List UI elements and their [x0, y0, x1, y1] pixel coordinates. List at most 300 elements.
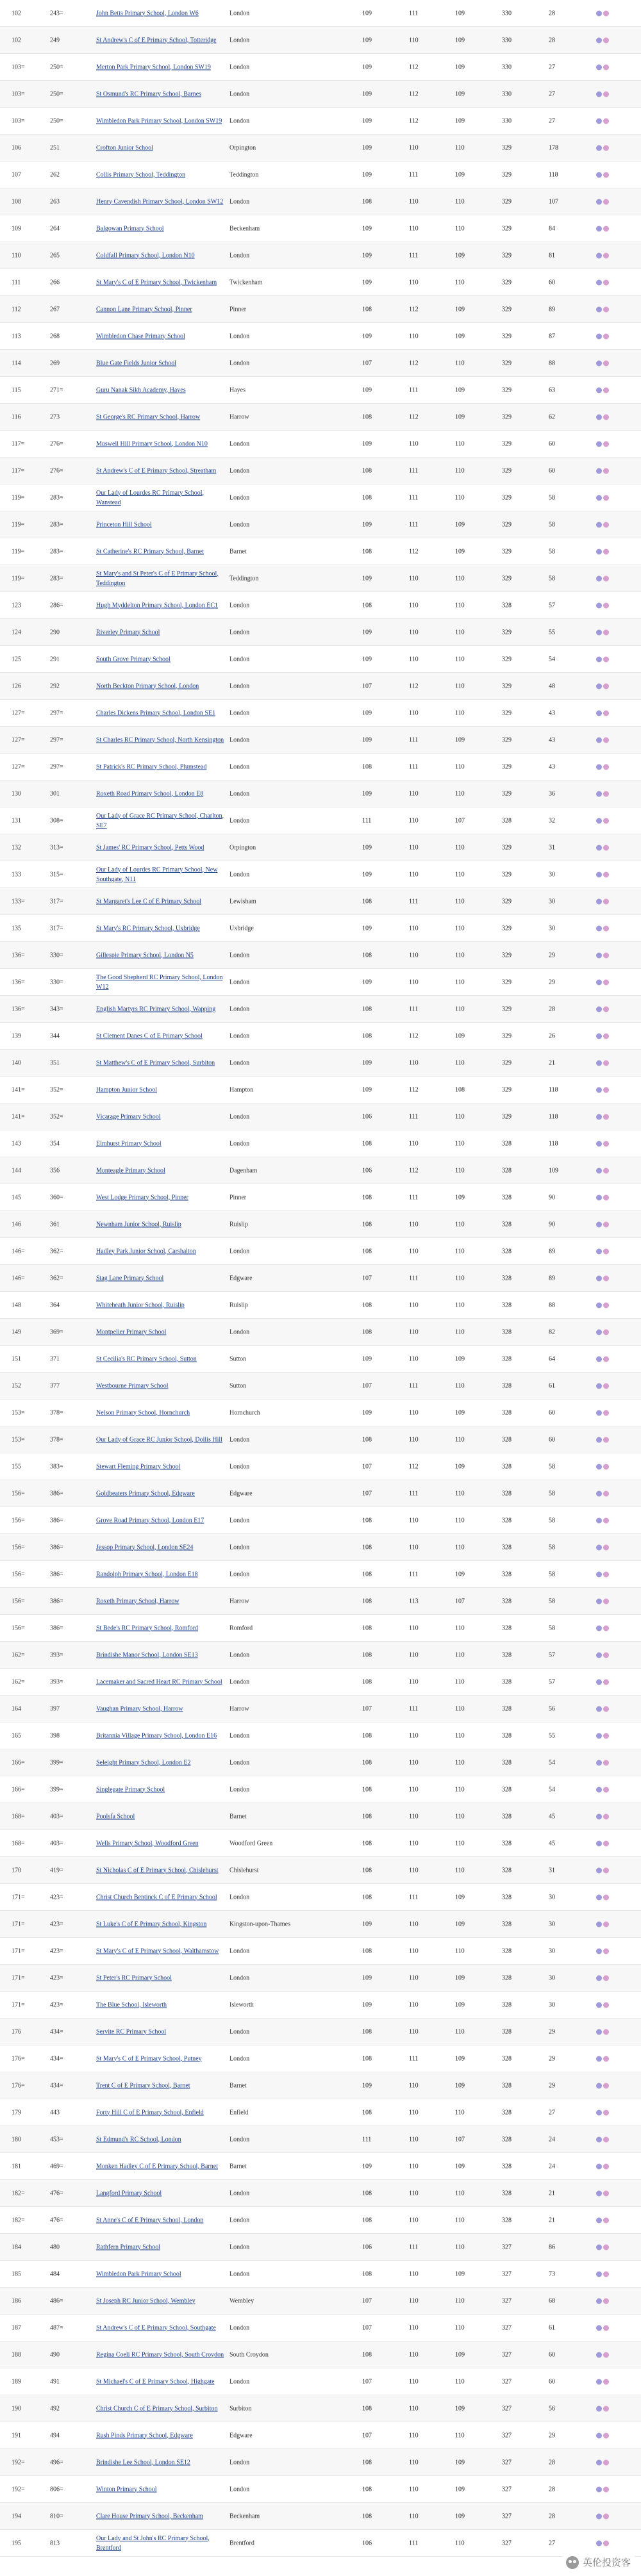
pupil-count-cell: 21	[549, 1059, 555, 1066]
school-link[interactable]: St Cecilia's RC Primary School, Sutton	[96, 1355, 197, 1362]
rating-dot-icon	[603, 1437, 609, 1442]
pupil-count-cell: 89	[549, 1248, 555, 1255]
school-link[interactable]: Elmhurst Primary School	[96, 1140, 162, 1147]
score-maths-cell: 109	[455, 117, 465, 124]
rating-dot-icon	[603, 1787, 609, 1792]
pupil-count-cell: 88	[549, 359, 555, 367]
school-link[interactable]: Gillespie Primary School, London N5	[96, 952, 194, 959]
score-reading-cell: 106	[362, 2243, 372, 2250]
rating-dot-icon	[603, 495, 609, 500]
score-grammar-cell: 112	[409, 63, 419, 70]
rating-dots	[596, 977, 610, 987]
school-link[interactable]: Wimbledon Chase Primary School	[96, 333, 185, 340]
school-link[interactable]: Nelson Primary School, Hornchurch	[96, 1409, 190, 1416]
school-cell	[96, 1704, 228, 1713]
rating-dots	[596, 1300, 610, 1310]
rank-cell: 117=	[12, 440, 25, 447]
pupil-count-cell: 48	[549, 682, 555, 689]
school-link[interactable]: Balgowan Primary School	[96, 225, 164, 232]
school-cell	[96, 1327, 228, 1337]
school-link[interactable]: Monken Hadley C of E Primary School, Barnet	[96, 2163, 218, 2170]
school-link[interactable]: Our Lady of Grace RC Primary School, Charlton, SE7	[96, 812, 224, 829]
rank-cell: 140	[12, 1059, 21, 1066]
area-cell: Barnet	[229, 2163, 247, 2170]
rank-cell: 176=	[12, 2082, 25, 2089]
school-link[interactable]: Seleight Primary School, London E2	[96, 1759, 191, 1766]
rating-dot-icon	[596, 1194, 602, 1200]
area-cell: London	[229, 817, 250, 824]
school-link[interactable]: St Catherine's RC Primary School, Barnet	[96, 548, 204, 555]
school-link[interactable]: Grove Road Primary School, London E17	[96, 1517, 204, 1524]
school-cell	[96, 1085, 228, 1094]
school-link[interactable]: Jessop Primary School, London SE24	[96, 1544, 194, 1551]
score-maths-cell: 110	[455, 2378, 465, 2385]
rating-dot-icon	[603, 2190, 609, 2196]
school-link[interactable]: St Mary's C of E Primary School, Putney	[96, 2055, 202, 2062]
score-maths-cell: 110	[455, 1651, 465, 1658]
pupil-count-cell: 58	[549, 1544, 555, 1551]
previous-rank-cell: 273	[50, 413, 60, 420]
school-link[interactable]: St Anne's C of E Primary School, London	[96, 2217, 204, 2224]
school-cell	[96, 950, 228, 960]
area-cell: Beckenham	[229, 225, 260, 232]
school-link[interactable]: Charles Dickens Primary School, London SE1	[96, 709, 216, 716]
previous-rank-cell: 423=	[50, 2001, 63, 2008]
rating-dot-icon	[603, 145, 609, 151]
school-link[interactable]: Vicarage Primary School	[96, 1113, 161, 1120]
school-link[interactable]: St George's RC Primary School, Harrow	[96, 413, 201, 420]
school-cell	[96, 1973, 228, 1983]
score-grammar-cell: 110	[409, 602, 419, 609]
school-link[interactable]: Riverley Primary School	[96, 629, 160, 636]
table-row	[0, 2395, 641, 2422]
school-link[interactable]: Wells Primary School, Woodford Green	[96, 1840, 199, 1847]
school-link[interactable]: Hugh Myddelton Primary School, London EC1	[96, 602, 218, 609]
pupil-count-cell: 118	[549, 1086, 558, 1093]
area-cell: Uxbridge	[229, 925, 254, 932]
area-cell: London	[229, 736, 250, 743]
previous-rank-cell: 810=	[50, 2513, 63, 2520]
rating-dots	[596, 2296, 610, 2306]
school-link[interactable]: Newnham Junior School, Ruislip	[96, 1221, 181, 1228]
school-link[interactable]: The Good Shepherd RC Primary School, London W12	[96, 973, 223, 991]
school-link[interactable]: Roxeth Road Primary School, London E8	[96, 790, 204, 797]
pupil-count-cell: 68	[549, 2297, 555, 2304]
school-cell	[96, 2188, 228, 2198]
rank-cell: 126	[12, 682, 21, 689]
total-score-cell: 328	[502, 1867, 512, 1874]
rating-dots	[596, 2027, 610, 2036]
score-maths-cell: 107	[455, 817, 465, 824]
school-link[interactable]: Our Lady and St John's RC Primary School, Brentford	[96, 2534, 210, 2552]
rating-dot-icon	[596, 1356, 602, 1362]
pupil-count-cell: 28	[549, 2459, 555, 2466]
pupil-count-cell: 30	[549, 2001, 555, 2008]
school-cell	[96, 2457, 228, 2467]
score-reading-cell: 106	[362, 2539, 372, 2547]
school-link[interactable]: Roxeth Primary School, Harrow	[96, 1598, 179, 1605]
score-maths-cell: 109	[455, 2082, 465, 2089]
school-link[interactable]: St Mary's C of E Primary School, Walthamstow	[96, 1947, 219, 1954]
school-link[interactable]: Christ Church Bentinck C of E Primary School	[96, 1894, 217, 1901]
school-link[interactable]: John Betts Primary School, London W6	[96, 10, 199, 17]
rating-dot-icon	[603, 1598, 609, 1604]
school-cell	[96, 1489, 228, 1498]
rating-dot-icon	[603, 791, 609, 797]
school-link[interactable]: Montpelier Primary School	[96, 1328, 167, 1335]
school-link[interactable]: Lacemaker and Sacred Heart RC Primary School	[96, 1678, 222, 1685]
pupil-count-cell: 118	[549, 1140, 558, 1147]
school-link[interactable]: St Bede's RC Primary School, Romford	[96, 1624, 199, 1631]
previous-rank-cell: 476=	[50, 2190, 63, 2197]
total-score-cell: 328	[502, 1490, 512, 1497]
score-grammar-cell: 110	[409, 1409, 419, 1416]
rating-dot-icon	[603, 549, 609, 554]
school-link[interactable]: St Nicholas C of E Primary School, Chislehurst	[96, 1867, 219, 1874]
rating-dot-icon	[603, 1652, 609, 1658]
school-link[interactable]: Muswell Hill Primary School, London N10	[96, 440, 208, 447]
school-link[interactable]: South Grove Primary School	[96, 656, 171, 663]
score-maths-cell: 110	[455, 2028, 465, 2035]
table-row	[0, 1319, 641, 1346]
score-grammar-cell: 112	[409, 548, 419, 555]
school-link[interactable]: Rush Pinds Primary School, Edgware	[96, 2432, 193, 2439]
score-grammar-cell: 110	[409, 871, 419, 878]
rank-cell: 119=	[12, 575, 25, 582]
school-link[interactable]: St Patrick's RC Primary School, Plumstead	[96, 763, 207, 770]
total-score-cell: 328	[502, 1651, 512, 1658]
rating-dot-icon	[596, 1114, 602, 1119]
table-row	[0, 161, 641, 188]
school-cell	[96, 2350, 228, 2359]
school-link[interactable]: St Joseph RC Junior School, Wembley	[96, 2297, 196, 2304]
school-link[interactable]: St James' RC Primary School, Petts Wood	[96, 844, 204, 851]
school-link[interactable]: Guru Nanak Sikh Academy, Hayes	[96, 386, 186, 393]
total-score-cell: 328	[502, 602, 512, 609]
area-cell: London	[229, 790, 250, 797]
school-link[interactable]: North Beckton Primary School, London	[96, 682, 199, 689]
school-link[interactable]: Servite RC Primary School	[96, 2028, 167, 2035]
rating-dot-icon	[596, 1894, 602, 1900]
school-link[interactable]: St Mary's and St Peter's C of E Primary School, Teddington	[96, 570, 219, 587]
school-link[interactable]: Our Lady of Lourdes RC Primary School, New Southgate, N11	[96, 866, 218, 883]
total-score-cell: 328	[502, 1301, 512, 1309]
previous-rank-cell: 490	[50, 2351, 60, 2358]
score-reading-cell: 109	[362, 37, 372, 44]
school-link[interactable]: Princeton Hill School	[96, 521, 152, 528]
rating-dots	[596, 1085, 610, 1094]
rating-dot-icon	[603, 10, 609, 16]
score-maths-cell: 109	[455, 1032, 465, 1039]
previous-rank-cell: 262	[50, 171, 60, 178]
rating-dots	[596, 1785, 610, 1794]
school-link[interactable]: Collis Primary School, Teddington	[96, 171, 186, 178]
school-link[interactable]: Singlegate Primary School	[96, 1786, 165, 1793]
rank-cell: 156=	[12, 1490, 25, 1497]
rank-cell: 146	[12, 1221, 21, 1228]
table-row	[0, 1399, 641, 1426]
rank-cell: 124	[12, 629, 21, 636]
area-cell: Pinner	[229, 1194, 247, 1201]
area-cell: Harrow	[229, 1598, 249, 1605]
score-maths-cell: 110	[455, 1301, 465, 1309]
score-reading-cell: 108	[362, 2351, 372, 2358]
previous-rank-cell: 386=	[50, 1490, 63, 1497]
score-maths-cell: 109	[455, 1894, 465, 1901]
school-link[interactable]: Crofton Junior School	[96, 144, 153, 151]
school-link[interactable]: Merton Park Primary School, London SW19	[96, 63, 211, 70]
school-cell	[96, 1623, 228, 1633]
score-grammar-cell: 110	[409, 790, 419, 797]
score-reading-cell: 109	[362, 1920, 372, 1928]
pupil-count-cell: 29	[549, 2055, 555, 2062]
school-link[interactable]: West Lodge Primary School, Pinner	[96, 1194, 188, 1201]
rating-dot-icon	[603, 1706, 609, 1712]
rating-dot-icon	[596, 629, 602, 635]
school-link[interactable]: St Mary's RC Primary School, Uxbridge	[96, 925, 200, 932]
rating-dots	[596, 547, 610, 556]
school-link[interactable]: Whiteheath Junior School, Ruislip	[96, 1301, 185, 1309]
school-link[interactable]: Rathfern Primary School	[96, 2243, 160, 2250]
previous-rank-cell: 386=	[50, 1624, 63, 1631]
previous-rank-cell: 286=	[50, 602, 63, 609]
school-link[interactable]: St Peter's RC Primary School	[96, 1974, 172, 1981]
area-cell: Chislehurst	[229, 1867, 259, 1874]
score-grammar-cell: 112	[409, 1463, 419, 1470]
score-grammar-cell: 110	[409, 1678, 419, 1685]
school-link[interactable]: Blue Gate Fields Junior School	[96, 359, 176, 367]
school-cell	[96, 89, 228, 99]
pupil-count-cell: 54	[549, 656, 555, 663]
table-row	[0, 2503, 641, 2530]
total-score-cell: 328	[502, 1732, 512, 1739]
school-link[interactable]: Monteagle Primary School	[96, 1167, 165, 1174]
table-row	[0, 242, 641, 269]
school-link[interactable]: St Charles RC Primary School, North Kensington	[96, 736, 224, 743]
score-grammar-cell: 111	[409, 1194, 419, 1201]
score-reading-cell: 107	[362, 1705, 372, 1712]
area-cell: Isleworth	[229, 2001, 254, 2008]
rank-cell: 143	[12, 1140, 21, 1147]
school-cell	[96, 35, 228, 45]
previous-rank-cell: 263	[50, 198, 60, 205]
score-grammar-cell: 110	[409, 817, 419, 824]
score-maths-cell: 109	[455, 413, 465, 420]
table-row	[0, 1426, 641, 1453]
school-link[interactable]: Vaughan Primary School, Harrow	[96, 1705, 183, 1712]
school-cell	[96, 2296, 228, 2306]
school-link[interactable]: Randolph Primary School, London E18	[96, 1571, 198, 1578]
school-cell	[96, 1219, 228, 1229]
school-link[interactable]: Brindishe Manor School, London SE13	[96, 1651, 198, 1658]
rating-dots	[596, 2215, 610, 2225]
school-link[interactable]: St Margaret's Lee C of E Primary School	[96, 898, 202, 905]
rating-dot-icon	[596, 791, 602, 797]
score-grammar-cell: 110	[409, 144, 419, 151]
pupil-count-cell: 29	[549, 952, 555, 959]
school-link[interactable]: Winton Primary School	[96, 2486, 157, 2493]
school-link[interactable]: Hadley Park Junior School, Carshalton	[96, 1248, 196, 1255]
score-reading-cell: 109	[362, 440, 372, 447]
school-link[interactable]: The Blue School, Isleworth	[96, 2001, 167, 2008]
rating-dot-icon	[603, 845, 609, 850]
table-row	[0, 915, 641, 942]
school-link[interactable]: Wimbledon Park Primary School, London SW19	[96, 117, 222, 124]
total-score-cell: 329	[502, 1005, 512, 1012]
score-grammar-cell: 111	[409, 1382, 419, 1389]
total-score-cell: 328	[502, 1194, 512, 1201]
total-score-cell: 327	[502, 2459, 512, 2466]
total-score-cell: 329	[502, 763, 512, 770]
score-reading-cell: 108	[362, 1813, 372, 1820]
score-grammar-cell: 111	[409, 1113, 419, 1120]
table-row	[0, 1453, 641, 1480]
school-link[interactable]: Stag Lane Primary School	[96, 1275, 164, 1282]
rating-dots	[596, 1058, 610, 1068]
score-reading-cell: 108	[362, 952, 372, 959]
rank-cell: 180	[12, 2136, 21, 2143]
school-link[interactable]: Stewart Fleming Primary School	[96, 1463, 181, 1470]
rating-dot-icon	[596, 252, 602, 258]
table-row	[0, 1722, 641, 1749]
school-link[interactable]: St Clement Danes C of E Primary School	[96, 1032, 203, 1039]
rank-cell: 111	[12, 279, 21, 286]
rank-cell: 144	[12, 1167, 21, 1174]
school-link[interactable]: Our Lady of Lourdes RC Primary School, Wanstead	[96, 489, 204, 506]
school-cell	[96, 1408, 228, 1417]
school-link[interactable]: Coldfall Primary School, London N10	[96, 252, 195, 259]
school-link[interactable]: Christ Church C of E Primary School, Surbiton	[96, 2405, 218, 2412]
score-maths-cell: 110	[455, 2432, 465, 2439]
school-link[interactable]: Goldbeaters Primary School, Edgware	[96, 1490, 195, 1497]
score-maths-cell: 109	[455, 2163, 465, 2170]
rank-cell: 179	[12, 2109, 21, 2116]
area-cell: London	[229, 1974, 250, 1981]
school-link[interactable]: St Andrew's C of E Primary School, Streatham	[96, 467, 217, 474]
score-grammar-cell: 110	[409, 2513, 419, 2520]
score-reading-cell: 109	[362, 10, 372, 17]
score-reading-cell: 109	[362, 925, 372, 932]
score-maths-cell: 109	[455, 1571, 465, 1578]
rating-dot-icon	[596, 1706, 602, 1712]
score-reading-cell: 108	[362, 1140, 372, 1147]
school-link[interactable]: Wimbledon Park Primary School	[96, 2270, 181, 2277]
school-link[interactable]: St Luke's C of E Primary School, Kingston	[96, 1920, 207, 1928]
previous-rank-cell: 419=	[50, 1867, 63, 1874]
school-link[interactable]: Our Lady of Grace RC Junior School, Dollis Hill	[96, 1436, 222, 1443]
area-cell: Hornchurch	[229, 1409, 260, 1416]
school-link[interactable]: Langford Primary School	[96, 2190, 162, 2197]
score-maths-cell: 110	[455, 1678, 465, 1685]
area-cell: London	[229, 1571, 250, 1578]
pupil-count-cell: 54	[549, 1759, 555, 1766]
total-score-cell: 328	[502, 1544, 512, 1551]
table-row	[0, 2234, 641, 2261]
school-link[interactable]: St Michael's C of E Primary School, Highgate	[96, 2378, 215, 2385]
score-grammar-cell: 110	[409, 2405, 419, 2412]
school-cell	[96, 116, 228, 126]
table-row	[0, 780, 641, 807]
score-maths-cell: 110	[455, 1947, 465, 1954]
rating-dots	[596, 2269, 610, 2279]
rank-cell: 131	[12, 817, 21, 824]
total-score-cell: 328	[502, 2082, 512, 2089]
score-reading-cell: 108	[362, 413, 372, 420]
rank-cell: 107	[12, 171, 21, 178]
school-link[interactable]: Cannon Lane Primary School, Pinner	[96, 306, 192, 313]
school-link[interactable]: Hampton Junior School	[96, 1086, 157, 1093]
rating-dot-icon	[603, 1141, 609, 1146]
score-reading-cell: 109	[362, 656, 372, 663]
school-cell	[96, 62, 228, 72]
school-link[interactable]: Henry Cavendish Primary School, London SW12	[96, 198, 224, 205]
rating-dot-icon	[603, 333, 609, 339]
score-grammar-cell: 110	[409, 1867, 419, 1874]
pupil-count-cell: 63	[549, 386, 555, 393]
rating-dot-icon	[603, 710, 609, 716]
school-link[interactable]: Brindishe Lee School, London SE12	[96, 2459, 190, 2466]
school-link[interactable]: Britannia Village Primary School, London E16	[96, 1732, 217, 1739]
score-grammar-cell: 110	[409, 1974, 419, 1981]
pupil-count-cell: 58	[549, 494, 555, 501]
previous-rank-cell: 393=	[50, 1651, 63, 1658]
rating-dot-icon	[596, 979, 602, 985]
table-row	[0, 1642, 641, 1669]
rating-dot-icon	[596, 10, 602, 16]
school-link[interactable]: Regina Coeli RC Primary School, South Croydon	[96, 2351, 224, 2358]
previous-rank-cell: 434=	[50, 2082, 63, 2089]
score-reading-cell: 108	[362, 1840, 372, 1847]
rank-cell: 112	[12, 306, 21, 313]
rating-dots	[596, 1166, 610, 1175]
school-link[interactable]: English Martyrs RC Primary School, Wapping	[96, 1005, 216, 1012]
school-link[interactable]: Trent C of E Primary School, Barnet	[96, 2082, 190, 2089]
score-grammar-cell: 110	[409, 2297, 419, 2304]
rating-dot-icon	[596, 387, 602, 393]
school-cell	[96, 1246, 228, 1256]
rating-dots	[596, 2404, 610, 2413]
rating-dot-icon	[596, 306, 602, 312]
total-score-cell: 329	[502, 656, 512, 663]
previous-rank-cell: 469=	[50, 2163, 63, 2170]
table-row	[0, 2207, 641, 2234]
school-link[interactable]: Poolsfa School	[96, 1813, 135, 1820]
school-link[interactable]: St Matthew's C of E Primary School, Surbiton	[96, 1059, 215, 1066]
school-cell	[96, 1273, 228, 1283]
score-grammar-cell: 111	[409, 1705, 419, 1712]
school-link[interactable]: St Edmund's RC School, London	[96, 2136, 181, 2143]
score-maths-cell: 109	[455, 2001, 465, 2008]
rank-cell: 133	[12, 871, 21, 878]
school-link[interactable]: Forty Hill C of E Primary School, Enfield	[96, 2109, 204, 2116]
rating-dot-icon	[603, 1383, 609, 1389]
score-grammar-cell: 111	[409, 1275, 419, 1282]
table-row	[0, 646, 641, 673]
school-link[interactable]: St Andrew's C of E Primary School, Southgate	[96, 2324, 216, 2331]
score-reading-cell: 111	[362, 2136, 372, 2143]
school-link[interactable]: St Mary's C of E Primary School, Twickenham	[96, 279, 217, 286]
total-score-cell: 328	[502, 1947, 512, 1954]
rating-dot-icon	[603, 2271, 609, 2277]
school-link[interactable]: St Andrew's C of E Primary School, Totteridge	[96, 37, 217, 44]
table-row	[0, 1911, 641, 1938]
rating-dots	[596, 1139, 610, 1148]
total-score-cell: 329	[502, 575, 512, 582]
school-link[interactable]: Westbourne Primary School	[96, 1382, 169, 1389]
area-cell: London	[229, 2136, 250, 2143]
school-link[interactable]: Clare House Primary School, Beckenham	[96, 2513, 203, 2520]
school-link[interactable]: St Osmund's RC Primary School, Barnes	[96, 90, 202, 97]
